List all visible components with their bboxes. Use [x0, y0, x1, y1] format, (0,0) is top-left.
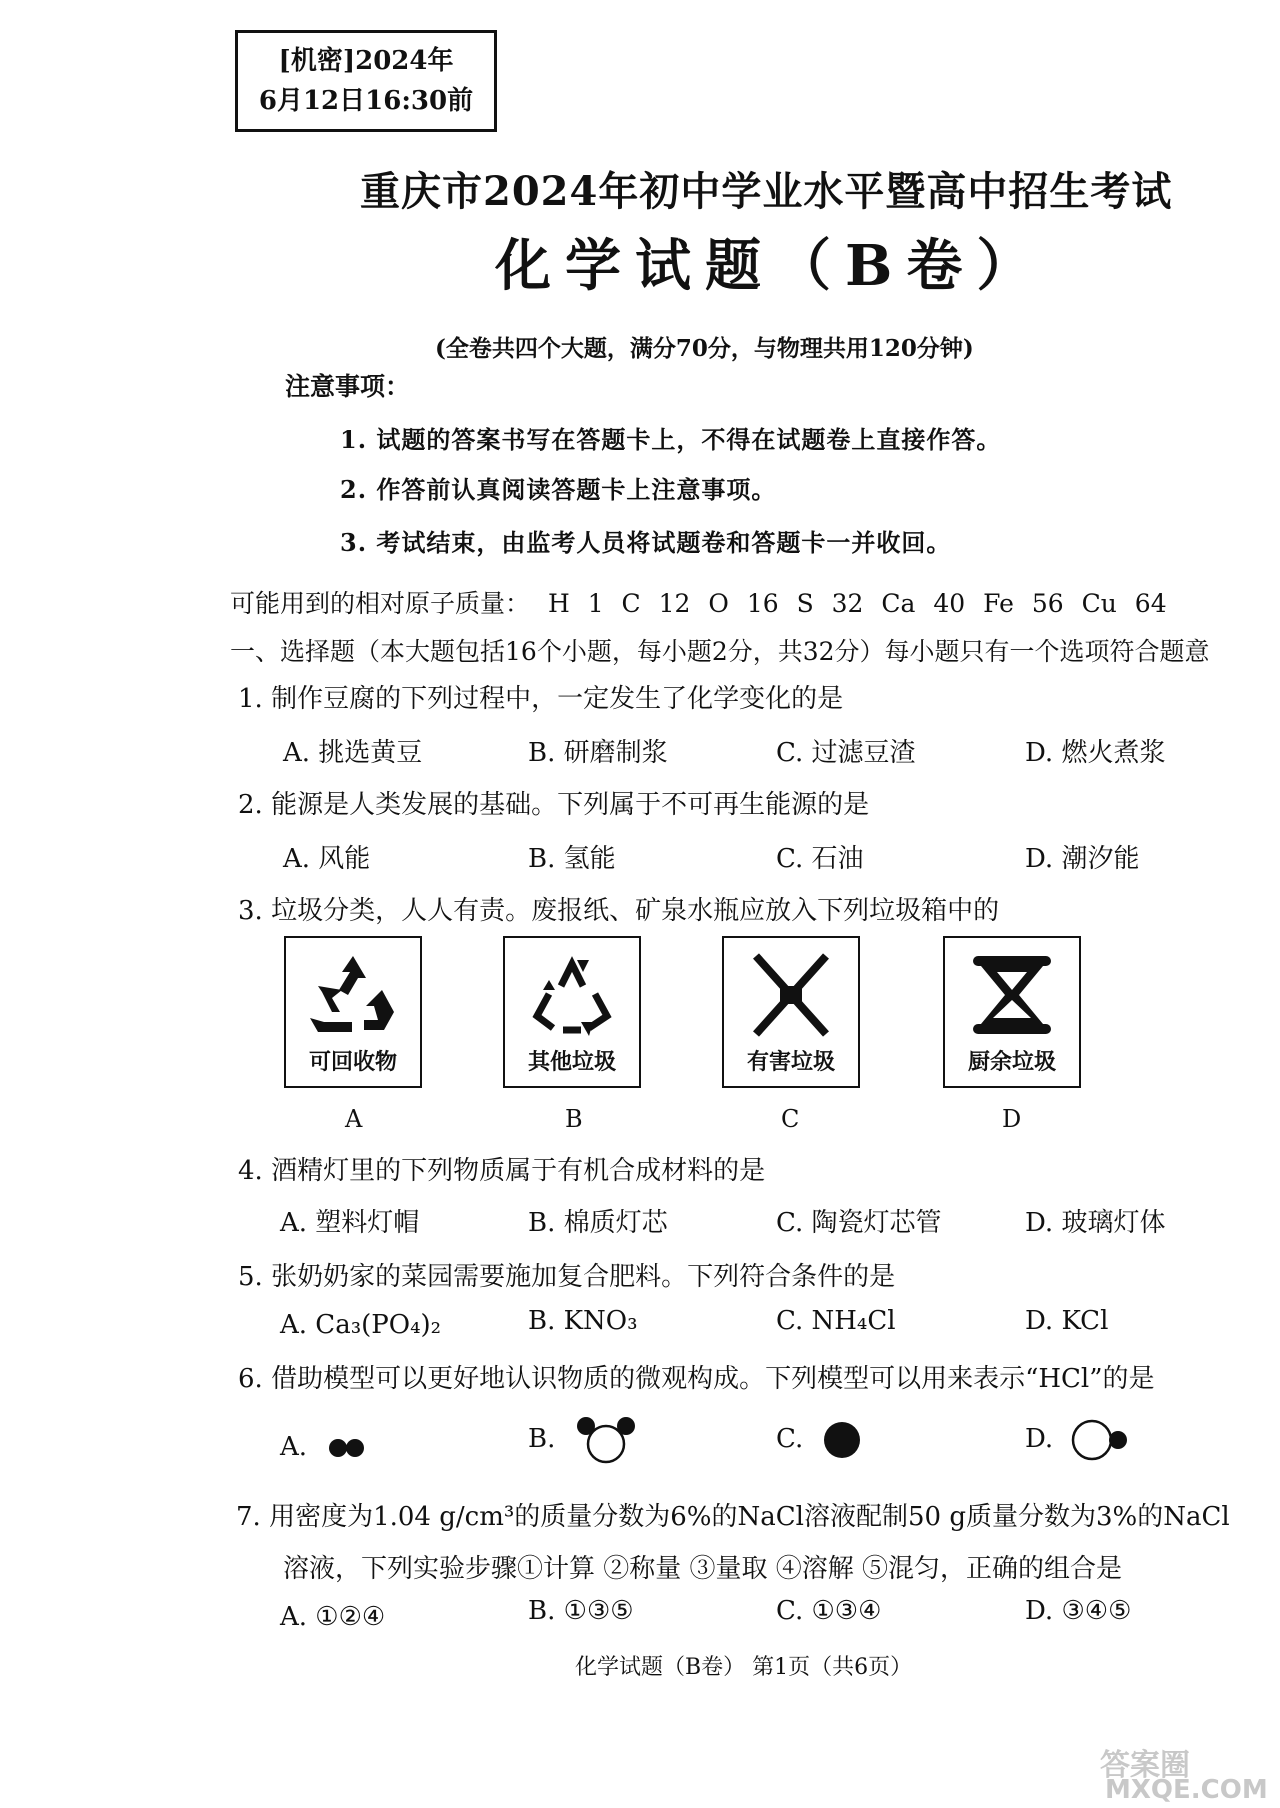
question-stem: 7. 用密度为1.04 g/cm³的质量分数为6%的NaCl溶液配制50 g质量分数为3%的NaCl	[236, 1502, 1230, 1532]
option-a: A. Ca₃(PO₄)₂	[280, 1310, 442, 1340]
section-heading: 一、选择题（本大题包括16个小题，每小题2分，共32分）每小题只有一个选项符合题意	[230, 637, 1210, 666]
kitchen-waste-icon	[963, 950, 1061, 1040]
question-stem: 3. 垃圾分类，人人有责。废报纸、矿泉水瓶应放入下列垃圾箱中的	[238, 896, 1000, 926]
option-d: D. 潮汐能	[1025, 844, 1140, 874]
question-stem: 4. 酒精灯里的下列物质属于有机合成材料的是	[238, 1156, 766, 1186]
exam-title: 重庆市2024年初中学业水平暨高中招生考试	[360, 168, 1173, 215]
option-d: D. 玻璃灯体	[1025, 1208, 1166, 1238]
secret-line-1: [机密]2024年	[278, 46, 454, 76]
molecule-model-c	[822, 1420, 862, 1460]
molecule-model-b	[574, 1412, 638, 1468]
bin-letter: D	[1002, 1105, 1022, 1133]
exam-scope: (全卷共四个大题，满分70分，与物理共用120分钟)	[435, 335, 974, 362]
question-stem-continued: 溶液，下列实验步骤①计算 ②称量 ③量取 ④溶解 ⑤混匀，正确的组合是	[283, 1554, 1123, 1584]
paper-title: 化学试题（B卷）	[495, 233, 1047, 299]
option-b: B. 研磨制浆	[528, 738, 668, 768]
option-a: A. 挑选黄豆	[283, 738, 423, 768]
question-stem: 6. 借助模型可以更好地认识物质的微观构成。下列模型可以用来表示“HCl”的是	[238, 1364, 1155, 1394]
molecule-model-a	[328, 1436, 368, 1460]
bin-letter: A	[345, 1105, 363, 1133]
watermark-logo: 答案圈	[1100, 1748, 1190, 1783]
option-b: B. ①③⑤	[528, 1596, 634, 1626]
bin-label: 其他垃圾	[527, 1050, 616, 1075]
option-d: D. 燃火煮浆	[1025, 738, 1166, 768]
bin-kitchen	[943, 936, 1081, 1088]
question-stem: 1. 制作豆腐的下列过程中，一定发生了化学变化的是	[238, 684, 844, 714]
bin-letter: C	[781, 1105, 800, 1133]
molecule-model-d	[1070, 1418, 1134, 1462]
notice-item: 3. 考试结束，由监考人员将试题卷和答题卡一并收回。	[340, 528, 952, 557]
option-b: B. 氢能	[528, 844, 616, 874]
option-a: A. ①②④	[280, 1602, 386, 1632]
confidential-stamp	[235, 30, 497, 132]
option-a: A.	[280, 1432, 308, 1462]
option-a: A. 塑料灯帽	[280, 1208, 420, 1238]
option-b: B. KNO₃	[528, 1306, 638, 1336]
option-b: B.	[528, 1424, 556, 1454]
option-d: D.	[1025, 1424, 1054, 1454]
option-c: C. ①③④	[776, 1596, 882, 1626]
bin-label: 有害垃圾	[746, 1050, 835, 1075]
option-c: C.	[776, 1424, 804, 1454]
watermark-url: MXQE.COM	[1105, 1775, 1268, 1805]
bin-letter: B	[565, 1105, 583, 1133]
option-c: C. 石油	[776, 844, 864, 874]
question-stem: 2. 能源是人类发展的基础。下列属于不可再生能源的是	[238, 790, 870, 820]
notice-item: 2. 作答前认真阅读答题卡上注意事项。	[340, 475, 777, 504]
option-a: A. 风能	[283, 844, 371, 874]
option-c: C. 陶瓷灯芯管	[776, 1208, 942, 1238]
option-b: B. 棉质灯芯	[528, 1208, 668, 1238]
bin-hazardous	[722, 936, 860, 1088]
secret-line-2: 6月12日16:30前	[258, 86, 474, 116]
page-footer: 化学试题（B卷） 第1页（共6页）	[575, 1655, 913, 1680]
option-c: C. 过滤豆渣	[776, 738, 916, 768]
bin-label: 厨余垃圾	[967, 1050, 1056, 1075]
question-stem: 5. 张奶奶家的菜园需要施加复合肥料。下列符合条件的是	[238, 1262, 896, 1292]
bin-recyclable	[284, 936, 422, 1088]
option-d: D. KCl	[1025, 1306, 1109, 1336]
atomic-masses: 可能用到的相对原子质量： H 1 C 12 O 16 S 32 Ca 40 Fe 56 Cu 64	[230, 589, 1167, 618]
bin-other	[503, 936, 641, 1088]
recycle-icon	[304, 950, 402, 1040]
option-d: D. ③④⑤	[1025, 1596, 1132, 1626]
other-waste-icon	[523, 950, 621, 1040]
option-c: C. NH₄Cl	[776, 1306, 896, 1336]
hazardous-waste-icon	[742, 950, 840, 1040]
notice-heading: 注意事项：	[285, 372, 411, 401]
bin-label: 可回收物	[308, 1050, 397, 1075]
notice-item: 1. 试题的答案书写在答题卡上，不得在试题卷上直接作答。	[340, 425, 1002, 454]
